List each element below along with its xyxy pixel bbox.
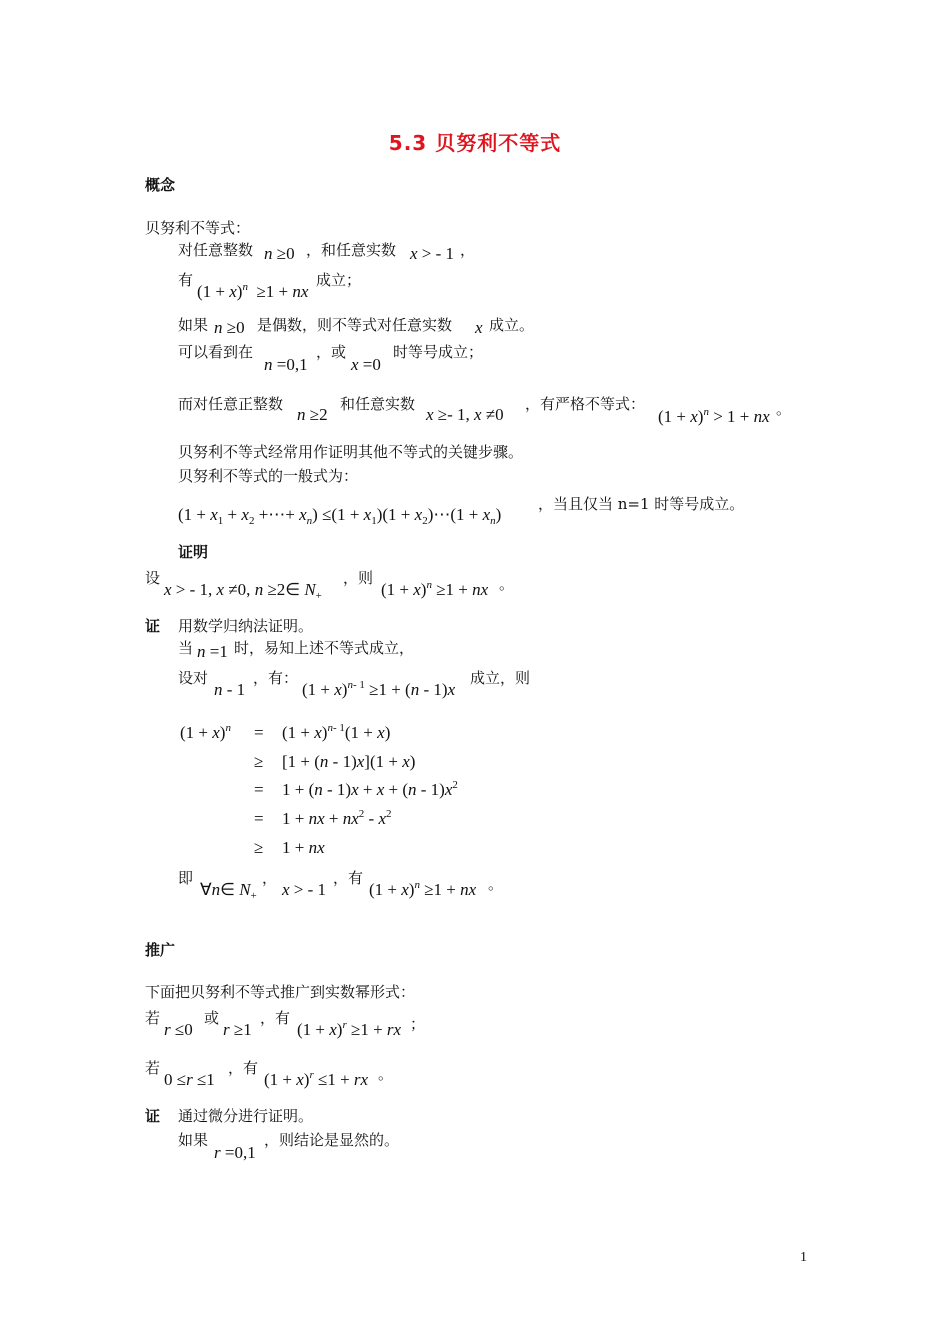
formula: $(1 + x)^r \le 1$ + rx: [264, 1069, 369, 1089]
text: 若: [145, 1059, 161, 1077]
formula: $(1 + x)^r \ge 1$ + rx: [297, 1019, 402, 1039]
text: ，: [460, 241, 476, 259]
text: 。: [499, 575, 515, 593]
formula: r =0,1: [214, 1143, 256, 1162]
text: 可以看到在: [178, 343, 254, 361]
proof-label: 证: [145, 1107, 161, 1125]
text: ，: [262, 869, 278, 887]
formula: n ≥2: [297, 405, 328, 424]
formula: n ≥0: [214, 318, 245, 337]
formula: r ≥1: [223, 1020, 252, 1039]
formula: $(1 + x)^{n- 1} \ge 1 + (n - 1)x$: [302, 679, 456, 699]
formula: x > - 1, x ≠0, n ≥2∈ $N_+$: [164, 580, 322, 602]
eq-op: ≥: [254, 752, 264, 771]
eq-rhs: [1 + (n - 1)x](1 + x): [282, 752, 416, 771]
eq-op: =: [254, 809, 264, 828]
text: 对任意整数: [178, 241, 254, 259]
text: 贝努利不等式经常用作证明其他不等式的关键步骤。: [178, 443, 524, 461]
eq-rhs: $1 + (n - 1)x + x + (n - 1)x^2$: [282, 779, 458, 799]
page-number: 1: [800, 1250, 807, 1265]
text: 贝努利不等式的一般式为：: [178, 467, 359, 485]
text: 成立。: [489, 316, 535, 334]
formula: x =0: [351, 355, 381, 374]
formula: 0 ≤r ≤1: [164, 1070, 215, 1089]
text: 设: [145, 569, 161, 587]
text: 通过微分进行证明。: [178, 1107, 314, 1125]
text: 即: [178, 869, 194, 887]
eq-op: =: [254, 723, 264, 742]
formula: x > - 1: [282, 880, 327, 899]
formula: n ≥0: [264, 244, 295, 263]
text: 或: [204, 1009, 220, 1027]
formula: x > - 1: [410, 244, 455, 263]
formula: $(1 + x)^n \ge 1$ + nx: [369, 879, 477, 899]
text: ，则结论是显然的。: [264, 1131, 400, 1149]
text: ；: [410, 1015, 426, 1033]
eq-rhs: 1 + nx: [282, 838, 325, 857]
eq-op: ≥: [254, 838, 264, 857]
text: 和任意实数: [340, 395, 416, 413]
text: 而对任意正整数: [178, 395, 284, 413]
formula: n =0,1: [264, 355, 308, 374]
eq-op: =: [254, 780, 264, 799]
formula: x ≥- 1, x ≠0: [426, 405, 504, 424]
text: ，有: [333, 869, 364, 887]
text: 用数学归纳法证明。: [178, 617, 314, 635]
formula: $(1 + x)^n > 1$ + nx: [658, 406, 770, 426]
text: 时等号成立；: [393, 343, 484, 361]
eq-rhs: $(1 + x)^{n- 1}(1 + x)$: [282, 722, 391, 742]
text: 当: [178, 639, 194, 657]
text: 有: [178, 271, 194, 289]
text: 成立，则: [470, 669, 531, 687]
formula: x: [475, 318, 483, 337]
text: 。: [776, 400, 792, 418]
text: 设对: [178, 669, 209, 687]
formula: n - 1: [214, 680, 246, 699]
text: 。: [378, 1065, 394, 1083]
formula: r ≤0: [164, 1020, 193, 1039]
eq-rhs: 1 + nx + $nx^2 - x^2$: [282, 808, 392, 828]
text: ，有: [228, 1059, 259, 1077]
formula: ∀n∈ $N_+$: [200, 880, 257, 902]
text: ，和任意实数: [306, 241, 397, 259]
page-title: 5.3 贝努利不等式: [388, 131, 562, 155]
formula-lhs: $(1 + x)^n$: [180, 722, 231, 742]
section-heading-generalize: 推广: [145, 941, 176, 959]
formula: n =1: [197, 642, 228, 661]
concept-intro: 贝努利不等式：: [145, 219, 251, 237]
formula: $(1 + x)^n \ge 1$ + nx: [381, 579, 489, 599]
text: 。: [488, 875, 504, 893]
text: 是偶数，则不等式对任意实数: [257, 316, 453, 334]
text: ，或: [316, 343, 347, 361]
section-heading-concept: 概念: [145, 176, 176, 194]
text: ，有：: [253, 669, 299, 687]
text: 如果: [178, 316, 209, 334]
text: ，有: [260, 1009, 291, 1027]
text: ，当且仅当 n=1 时等号成立。: [538, 495, 745, 513]
text: ，有严格不等式：: [525, 395, 646, 413]
text: 若: [145, 1009, 161, 1027]
proof-label: 证: [145, 617, 161, 635]
text: ，则: [343, 569, 374, 587]
text: 时，易知上述不等式成立，: [234, 639, 415, 657]
text: 如果: [178, 1131, 209, 1149]
text: 成立；: [316, 271, 362, 289]
formula: ($1 + x_1 + x_2$ +⋯+ $x_n) \le(1 + x_1)(1$ + $x_2)\cdots(1 + x_n)$: [178, 505, 502, 527]
section-heading-proof: 证明: [178, 543, 209, 561]
formula: $(1 + x)^n \ge 1$ + nx: [197, 281, 309, 301]
text: 下面把贝努利不等式推广到实数幂形式：: [145, 983, 416, 1001]
